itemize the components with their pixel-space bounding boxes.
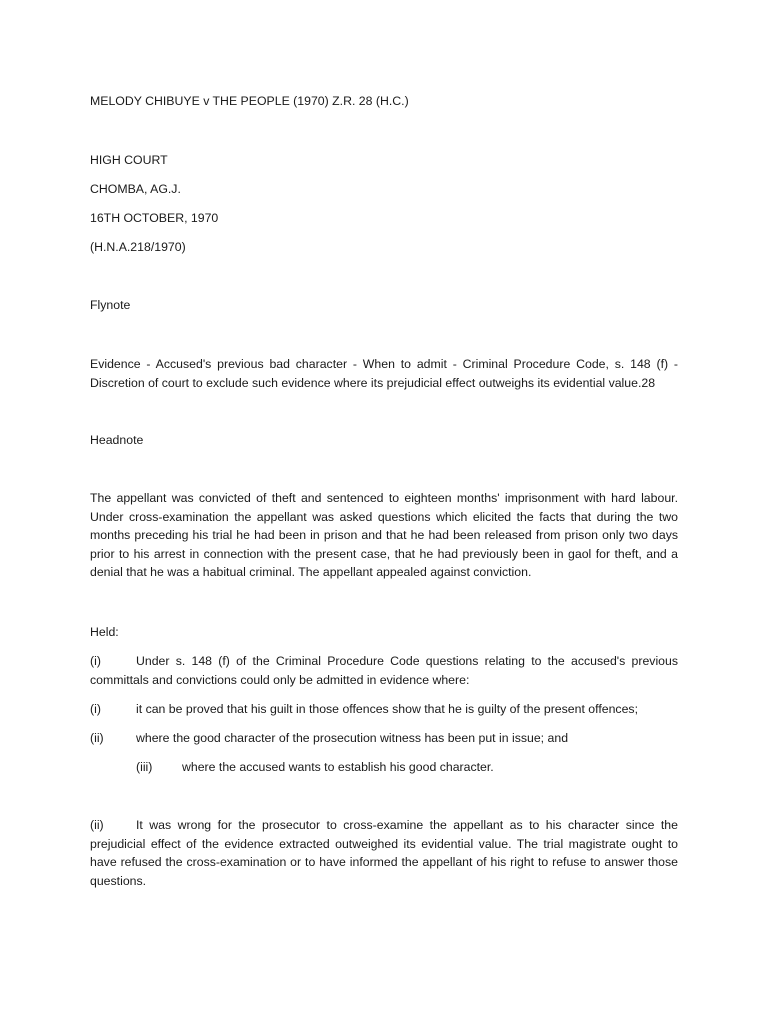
flynote-text: Evidence - Accused's previous bad character - When to admit - Criminal Procedure Code, s. 148 (f) - Discretion of court to exclude such evidence where its prejudicial effect outweighs its evidential value.28 bbox=[90, 357, 678, 390]
case-number: (H.N.A.218/1970) bbox=[90, 240, 186, 254]
held-heading: Held: bbox=[90, 625, 119, 639]
held-item bbox=[90, 816, 678, 890]
judge-name: CHOMBA, AG.J. bbox=[90, 182, 181, 196]
held-sub-item bbox=[136, 758, 678, 777]
court-name: HIGH COURT bbox=[90, 153, 168, 167]
held-item-text: where the accused wants to establish his good character. bbox=[182, 760, 494, 774]
held-item-text: where the good character of the prosecution witness has been put in issue; and bbox=[136, 731, 569, 745]
headnote-text: The appellant was convicted of theft and sentenced to eighteen months' imprisonment with hard labour. Under cross-examination the appellant was asked questions which elicited the facts that during the two months preceding his trial he had been in prison and that he had been released from prison only two days prior to his arrest in connection with the present case, that he had previously been in gaol for theft, and a denial that he was a habitual criminal. The appellant appealed against conviction. bbox=[90, 491, 678, 580]
held-item-number: (ii) bbox=[90, 818, 104, 832]
held-sub-item bbox=[90, 729, 678, 748]
flynote-heading: Flynote bbox=[90, 298, 131, 312]
held-item-text: Under s. 148 (f) of the Criminal Procedure Code questions relating to the accused's previous committals and convictions could only be admitted in evidence where: bbox=[90, 654, 678, 687]
held-item-text: it can be proved that his guilt in those offences show that he is guilty of the present offences; bbox=[136, 702, 638, 716]
case-title: MELODY CHIBUYE v THE PEOPLE (1970) Z.R. 28 (H.C.) bbox=[90, 94, 409, 108]
held-item-text: It was wrong for the prosecutor to cross-examine the appellant as to his character since the prejudicial effect of the evidence extracted outweighed its evidential value. The trial magistrate ought to have refused the cross-examination or to have informed the appellant of his right to refuse to answer those questions. bbox=[90, 818, 678, 888]
held-item-number: (iii) bbox=[136, 760, 153, 774]
held-item bbox=[90, 652, 678, 689]
headnote-heading: Headnote bbox=[90, 433, 144, 447]
judgment-date: 16TH OCTOBER, 1970 bbox=[90, 211, 219, 225]
held-sub-item bbox=[90, 700, 678, 719]
held-item-number: (ii) bbox=[90, 731, 104, 745]
held-item-number: (i) bbox=[90, 654, 101, 668]
held-item-number: (i) bbox=[90, 702, 101, 716]
